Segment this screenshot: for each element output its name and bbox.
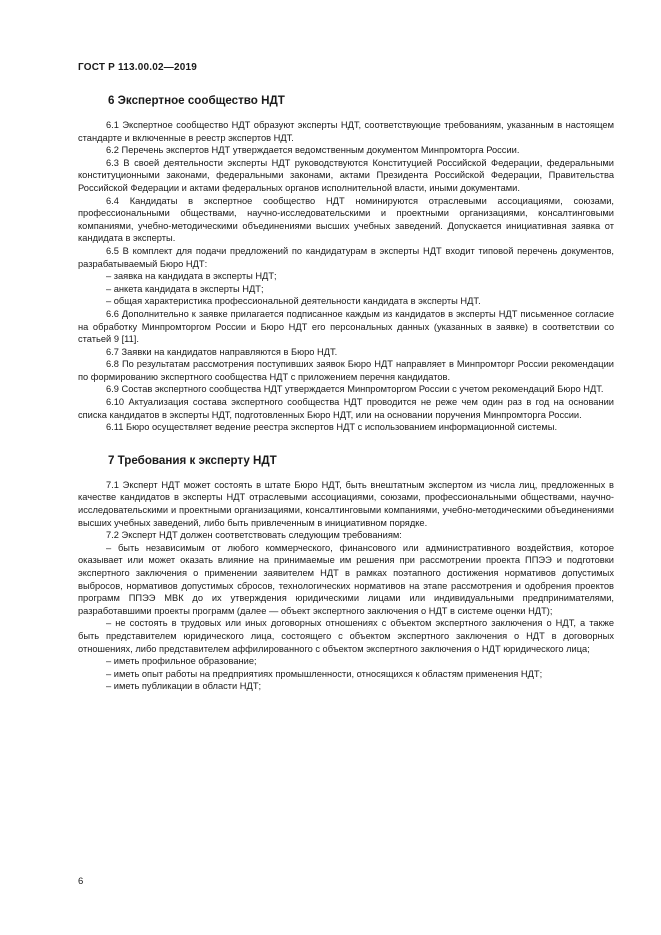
section-7-title: 7 Требования к эксперту НДТ xyxy=(108,453,277,467)
list-item: – заявка на кандидата в эксперты НДТ; xyxy=(106,271,277,282)
paragraph-6-6: 6.6 Дополнительно к заявке прилагается подписанное каждым из кандидатов в эксперты НДТ письменное согласие на обработку Минпромторгом России и Бюро НДТ его персональных данных (указанных в заявке) в соответствии со статьей 9 [11]. xyxy=(78,308,614,345)
paragraph-6-4: 6.4 Кандидаты в экспертное сообщество НДТ номинируются отраслевыми ассоциациями, союзами, профессиональными обществами, научно-исследовательскими и проектными организациями, консалтинговыми компаниями, учебно-методическими объединениями высших учебных заведений. Допускается инициативная заявка от кандидата в эксперты. xyxy=(78,195,614,244)
document-header: ГОСТ Р 113.00.02—2019 xyxy=(78,62,198,73)
paragraph-6-8: 6.8 По результатам рассмотрения поступивших заявок Бюро НДТ направляет в Минпромторг России рекомендации по формированию экспертного сообщества НДТ с приложением перечня кандидатов. xyxy=(78,359,614,382)
paragraph-6-2: 6.2 Перечень экспертов НДТ утверждается ведомственным документом Минпромторга России. xyxy=(106,145,520,156)
list-item: – анкета кандидата в эксперты НДТ; xyxy=(106,283,264,294)
list-item: – иметь публикации в области НДТ; xyxy=(106,681,262,692)
page-number: 6 xyxy=(78,876,84,887)
paragraph-6-9: 6.9 Состав экспертного сообщества НДТ утверждается Минпромторгом России с учетом рекомендаций Бюро НДТ. xyxy=(106,384,604,395)
paragraph-6-5: 6.5 В комплект для подачи предложений по кандидатурам в эксперты НДТ входит типовой перечень документов, разрабатываемый Бюро НДТ: xyxy=(78,245,614,269)
paragraph-6-10: 6.10 Актуализация состава экспертного сообщества НДТ проводится не реже чем один раз в год на основании списка кандидатов в эксперты НДТ, подготовленных Бюро НДТ, или на основании поручения Минпромторга России. xyxy=(78,397,614,420)
paragraph-7-2: 7.2 Эксперт НДТ должен соответствовать следующим требованиям: xyxy=(106,530,402,541)
list-item: – общая характеристика профессиональной деятельности кандидата в эксперты НДТ. xyxy=(106,296,481,307)
section-6-title: 6 Экспертное сообщество НДТ xyxy=(108,94,285,107)
list-item: – иметь профильное образование; xyxy=(106,656,257,667)
list-item: – быть независимым от любого коммерческого, финансового или административного воздействия, которое оказывает или может оказать влияние на принимаемые им решения при рассмотрении проекта ППЭЭ и подготовки экспертного заключения о применении заявителем НДТ в рамках поэтапного достижения нормативов допустимых выбросов, нормативов допустимых сбросов, технологических нормативов на этапе рассмотрения и одобрения проектов программ ППЭЭ МВК до их утверждения юридическими лицами или индивидуальными предпринимателями, разработавшими проекты программ (далее — объект экспертного заключения о НДТ в системе оценки НДТ); xyxy=(78,542,614,616)
document-body xyxy=(78,88,614,693)
paragraph-6-3: 6.3 В своей деятельности эксперты НДТ руководствуются Конституцией Российской Федерации, федеральными конституционными законами, федеральными законами, актами Президента Российской Федерации, Правительства Российской Федерации и актами федеральных органов исполнительной власти, иными документами. xyxy=(78,157,614,193)
paragraph-6-7: 6.7 Заявки на кандидатов направляются в Бюро НДТ. xyxy=(106,346,338,357)
paragraph-6-1: 6.1 Экспертное сообщество НДТ образуют эксперты НДТ, соответствующие требованиям, указанным в настоящем стандарте и включенные в реестр экспертов НДТ. xyxy=(78,120,614,143)
paragraph-6-11: 6.11 Бюро осуществляет ведение реестра экспертов НДТ с использованием информационной системы. xyxy=(106,422,558,433)
list-item: – иметь опыт работы на предприятиях промышленности, относящихся к областям применения НДТ; xyxy=(106,668,543,679)
list-item: – не состоять в трудовых или иных договорных отношениях с объектом экспертного заключения о НДТ, а также быть представителем юридического лица, состоящего с объектом экспертного заключения о НДТ в договорных отношениях, либо представителем аффилированного с объектом экспертного заключения о НДТ юридического лица; xyxy=(78,618,614,654)
paragraph-7-1: 7.1 Эксперт НДТ может состоять в штате Бюро НДТ, быть внештатным экспертом из числа лиц, предложенных в качестве кандидатов в эксперты НДТ отраслевыми ассоциациями, союзами, профессиональными обществами, научно-исследовательскими и проектными организациями, консалтинговыми компаниями, учебно-методическими объединениями высших учебных заведений, либо быть привлеченным в инициативном порядке. xyxy=(78,479,614,528)
